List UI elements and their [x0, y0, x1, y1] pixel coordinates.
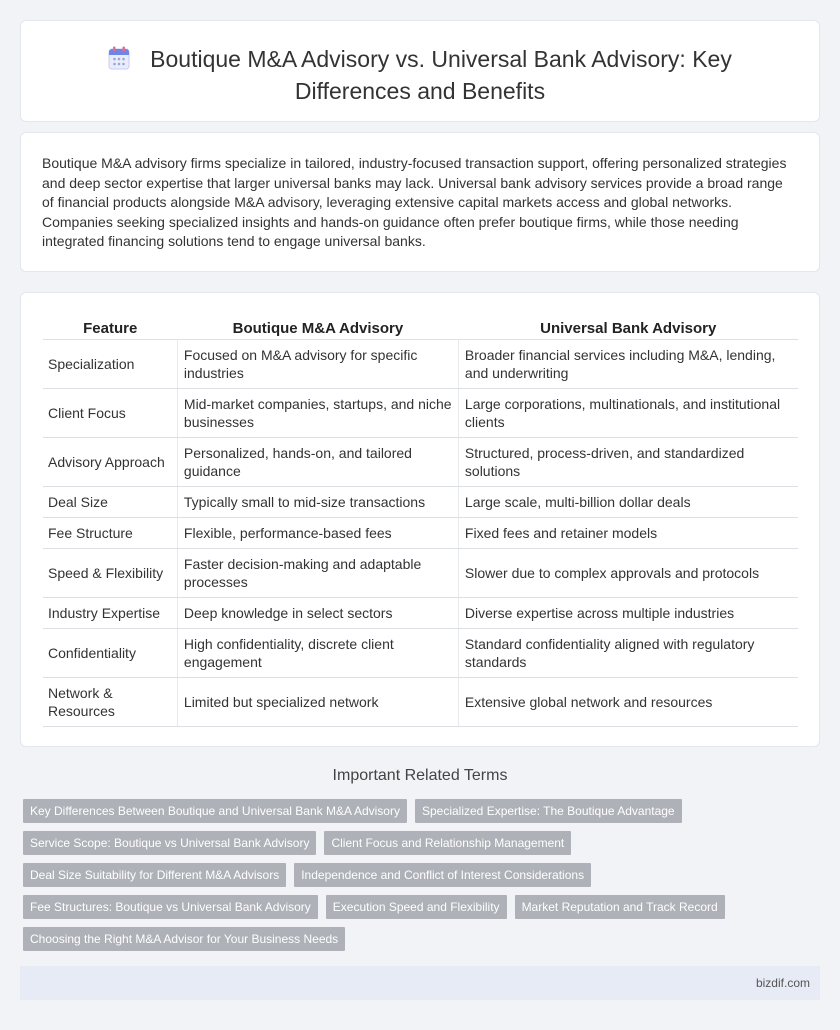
table-row: [43, 629, 798, 678]
comparison-table: [43, 315, 798, 727]
boutique-cell: Limited but specialized network: [177, 678, 458, 727]
feature-cell: Client Focus: [43, 389, 177, 438]
title-card: [20, 20, 820, 122]
boutique-cell: Deep knowledge in select sectors: [177, 598, 458, 629]
universal-cell: Fixed fees and retainer models: [458, 518, 798, 549]
feature-cell: Specialization: [43, 340, 177, 389]
related-terms-list: [23, 799, 823, 959]
related-terms-title: Important Related Terms: [332, 767, 508, 784]
table-row: [43, 389, 798, 438]
related-term-tag[interactable]: Execution Speed and Flexibility: [326, 895, 507, 919]
universal-cell: Large corporations, multinationals, and institutional clients: [458, 389, 798, 438]
intro-paragraph: Boutique M&A advisory firms specialize in tailored, industry-focused transaction support, offering personalized strategies and deep sector expertise that larger universal banks may lack. Universal bank advisory services provide a broad range of financial products alongside M&A advisory, leveraging extensive capital markets access and global networks. Companies seeking specialized insights and hands-on guidance often prefer boutique firms, while those needing integrated financing solutions tend to engage universal banks.: [42, 155, 787, 249]
feature-cell: Industry Expertise: [43, 598, 177, 629]
universal-cell: Extensive global network and resources: [458, 678, 798, 727]
boutique-cell: Faster decision-making and adaptable processes: [177, 549, 458, 598]
related-term-tag[interactable]: Client Focus and Relationship Management: [324, 831, 571, 855]
related-term-tag[interactable]: Fee Structures: Boutique vs Universal Bank Advisory: [23, 895, 318, 919]
related-term-tag[interactable]: Choosing the Right M&A Advisor for Your Business Needs: [23, 927, 345, 951]
boutique-cell: Mid-market companies, startups, and niche businesses: [177, 389, 458, 438]
boutique-cell: Flexible, performance-based fees: [177, 518, 458, 549]
related-term-tag[interactable]: Independence and Conflict of Interest Considerations: [294, 863, 591, 887]
table-header-row: [43, 315, 798, 340]
footer: [20, 966, 820, 1000]
boutique-cell: Focused on M&A advisory for specific industries: [177, 340, 458, 389]
feature-cell: Fee Structure: [43, 518, 177, 549]
feature-cell: Network & Resources: [43, 678, 177, 727]
boutique-cell: High confidentiality, discrete client engagement: [177, 629, 458, 678]
table-row: [43, 518, 798, 549]
boutique-cell: Typically small to mid-size transactions: [177, 487, 458, 518]
footer-site-link[interactable]: bizdif.com: [755, 976, 810, 990]
title-line-2: Differences and Benefits: [294, 78, 546, 104]
feature-cell: Speed & Flexibility: [43, 549, 177, 598]
table-row: [43, 678, 798, 727]
title-line-1: Boutique M&A Advisory vs. Universal Bank Advisory: Key: [150, 46, 732, 72]
table-row: [43, 598, 798, 629]
feature-cell: Advisory Approach: [43, 438, 177, 487]
header-boutique: Boutique M&A Advisory: [177, 315, 458, 340]
calendar-icon: [108, 46, 130, 77]
universal-cell: Structured, process-driven, and standardized solutions: [458, 438, 798, 487]
intro-card: [20, 132, 820, 272]
universal-cell: Broader financial services including M&A, lending, and underwriting: [458, 340, 798, 389]
universal-cell: Large scale, multi-billion dollar deals: [458, 487, 798, 518]
related-term-tag[interactable]: Market Reputation and Track Record: [515, 895, 725, 919]
related-term-tag[interactable]: Deal Size Suitability for Different M&A Advisors: [23, 863, 286, 887]
page-title: [21, 45, 819, 106]
table-row: [43, 438, 798, 487]
feature-cell: Confidentiality: [43, 629, 177, 678]
table-row: [43, 340, 798, 389]
universal-cell: Standard confidentiality aligned with regulatory standards: [458, 629, 798, 678]
universal-cell: Slower due to complex approvals and protocols: [458, 549, 798, 598]
universal-cell: Diverse expertise across multiple industries: [458, 598, 798, 629]
related-term-tag[interactable]: Specialized Expertise: The Boutique Advantage: [415, 799, 682, 823]
related-term-tag[interactable]: Key Differences Between Boutique and Universal Bank M&A Advisory: [23, 799, 407, 823]
table-row: [43, 487, 798, 518]
comparison-card: [20, 292, 820, 747]
boutique-cell: Personalized, hands-on, and tailored guidance: [177, 438, 458, 487]
header-universal: Universal Bank Advisory: [458, 315, 798, 340]
table-row: [43, 549, 798, 598]
feature-cell: Deal Size: [43, 487, 177, 518]
header-feature: Feature: [43, 315, 177, 340]
related-term-tag[interactable]: Service Scope: Boutique vs Universal Bank Advisory: [23, 831, 316, 855]
